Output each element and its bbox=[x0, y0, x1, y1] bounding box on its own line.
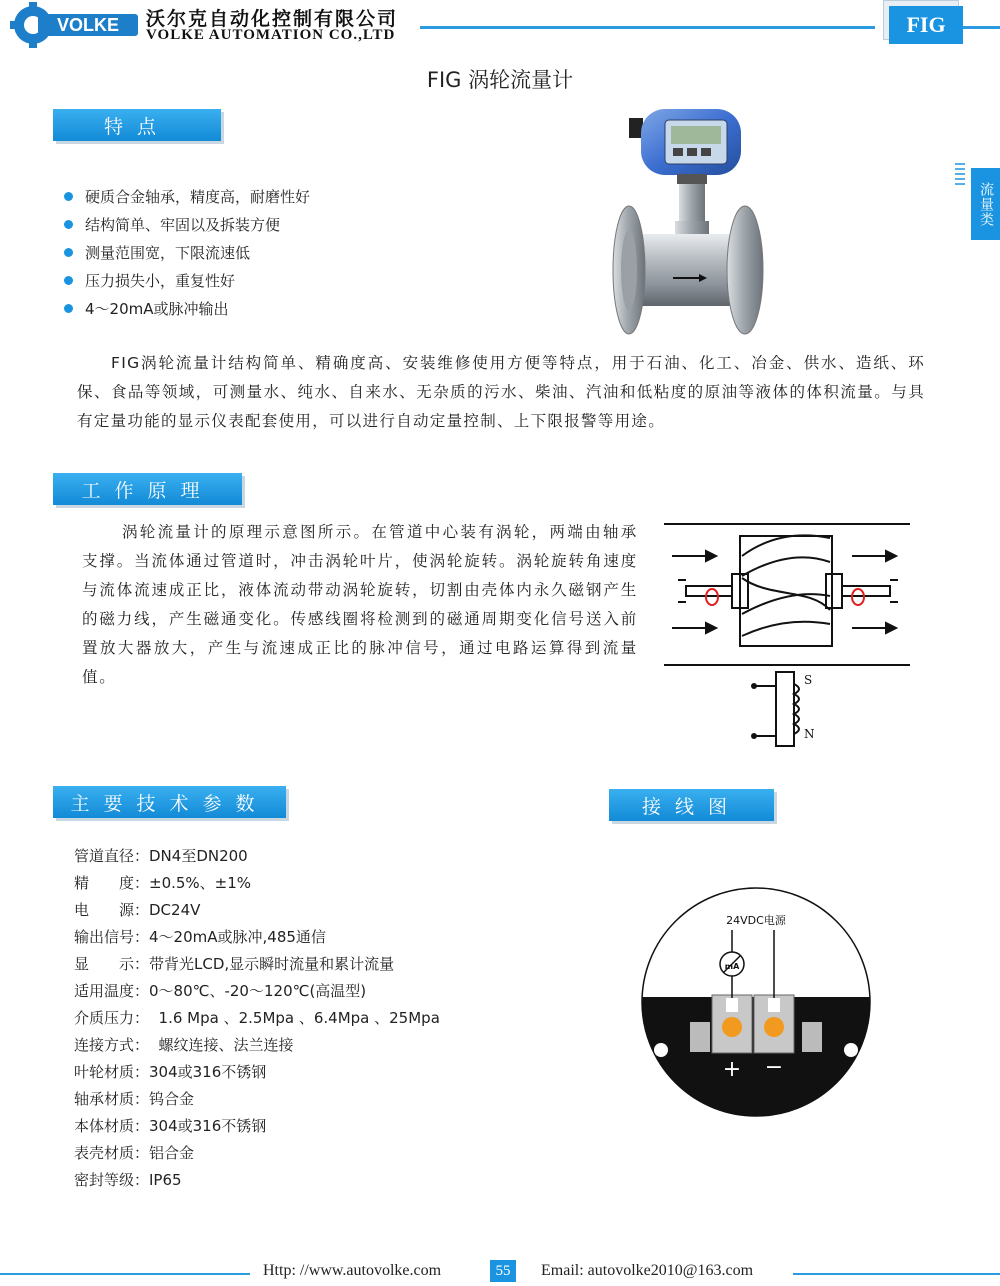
principle-heading: 工作原理 bbox=[53, 473, 242, 505]
spec-row: 精 度：±0.5%、±1% bbox=[74, 874, 252, 892]
minus-terminal-label: − bbox=[764, 1055, 784, 1080]
list-item: 4～20mA或脉冲输出 bbox=[64, 294, 310, 322]
footer-rule-left bbox=[0, 1273, 250, 1275]
list-item: 硬质合金轴承，精度高，耐磨性好 bbox=[64, 182, 310, 210]
footer-rule-right bbox=[793, 1273, 1000, 1275]
company-name-en: VOLKE AUTOMATION CO.,LTD bbox=[146, 27, 396, 43]
spec-row: 叶轮材质：304或316不锈钢 bbox=[74, 1063, 267, 1081]
bullet-icon bbox=[64, 276, 73, 285]
ammeter-label: mA bbox=[724, 962, 740, 971]
features-list bbox=[64, 182, 310, 322]
ammeter-icon bbox=[720, 952, 744, 976]
spec-row: 电 源：DC24V bbox=[74, 901, 201, 919]
spec-row: 适用温度：0～80℃、-20～120℃(高温型) bbox=[74, 982, 367, 1000]
bullet-icon bbox=[64, 248, 73, 257]
sensor-coil-icon bbox=[756, 672, 799, 746]
bullet-icon bbox=[64, 192, 73, 201]
spec-row: 本体材质：304或316不锈钢 bbox=[74, 1117, 267, 1135]
page-title: FIG 涡轮流量计 bbox=[426, 68, 574, 92]
volke-logo bbox=[10, 2, 140, 48]
spec-row: 介质压力： 1.6 Mpa 、2.5Mpa 、6.4Mpa 、25Mpa bbox=[74, 1009, 440, 1027]
spec-row: 管道直径：DN4至DN200 bbox=[74, 847, 248, 865]
features-heading: 特点 bbox=[53, 109, 221, 141]
side-tab-ticks bbox=[955, 160, 965, 210]
wiring-heading: 接线图 bbox=[609, 789, 774, 821]
power-label: 24VDC电源 bbox=[726, 914, 786, 927]
bullet-icon bbox=[64, 220, 73, 229]
flowmeter-product-image bbox=[607, 106, 767, 342]
footer-email: Email: autovolke2010@163.com bbox=[541, 1262, 754, 1279]
specs-heading: 主要技术参数 bbox=[53, 786, 286, 818]
spec-row: 密封等级：IP65 bbox=[74, 1171, 182, 1189]
category-tab: 流量类 bbox=[971, 168, 1000, 240]
list-item: 压力损失小，重复性好 bbox=[64, 266, 310, 294]
spec-row: 显 示：带背光LCD,显示瞬时流量和累计流量 bbox=[74, 955, 395, 973]
bullet-icon bbox=[64, 304, 73, 313]
south-pole-label: S bbox=[804, 673, 813, 687]
features-description: FIG涡轮流量计结构简单、精确度高、安装维修使用方便等特点，用于石油、化工、冶金、供水、造纸、环保、食品等领域，可测量水、纯水、自来水、无杂质的污水、柴油、汽油和低粘度的原油等液体的体积流量。与具有定量功能的显示仪表配套使用，可以进行自动定量控制、上下限报警等用途。 bbox=[77, 354, 925, 430]
wiring-diagram bbox=[640, 862, 872, 1142]
north-pole-label: N bbox=[804, 727, 815, 741]
footer-website: Http: //www.autovolke.com bbox=[263, 1262, 442, 1279]
plus-terminal-label: + bbox=[722, 1057, 742, 1082]
page-number: 55 bbox=[490, 1260, 516, 1282]
list-item: 测量范围宽，下限流速低 bbox=[64, 238, 310, 266]
spec-row: 输出信号：4～20mA或脉冲,485通信 bbox=[74, 928, 326, 946]
spec-row: 轴承材质：钨合金 bbox=[74, 1090, 195, 1108]
header-rule bbox=[420, 26, 875, 29]
turbine-principle-diagram bbox=[660, 518, 916, 750]
model-tab: FIG bbox=[889, 6, 963, 44]
list-item: 结构简单、牢固以及拆装方便 bbox=[64, 210, 310, 238]
specs-list bbox=[74, 843, 440, 1194]
principle-text: 涡轮流量计的原理示意图所示。在管道中心装有涡轮，两端由轴承支撑。当流体通过管道时，冲击涡轮叶片，使涡轮旋转。涡轮旋转角速度与流体流速成正比，液体流动带动涡轮旋转，切割由壳体内永久磁钢产生的磁力线，产生磁通变化。传感线圈将检测到的磁通周期变化信号送入前置放大器放大，产生与流速成正比的脉冲信号，通过电路运算得到流量值。 bbox=[82, 523, 638, 686]
spec-row: 连接方式： 螺纹连接、法兰连接 bbox=[74, 1036, 294, 1054]
company-name-cn: 沃尔克自动化控制有限公司 bbox=[146, 8, 399, 30]
logo-text: VOLKE bbox=[56, 15, 120, 35]
spec-row: 表壳材质：铝合金 bbox=[74, 1144, 195, 1162]
